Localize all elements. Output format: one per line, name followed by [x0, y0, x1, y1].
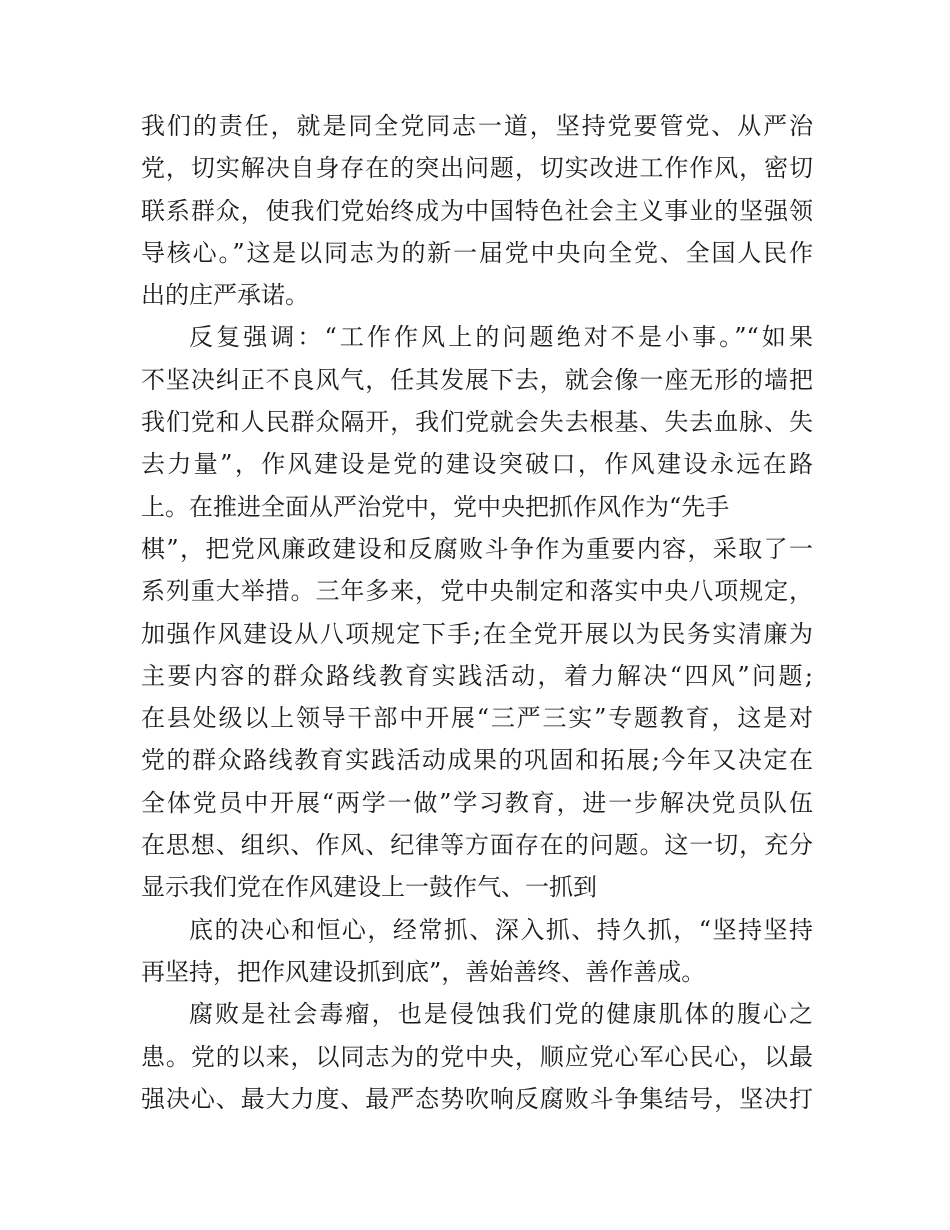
text-line: 在县处级以上领导干部中开展“三严三实”专题教育，这是对: [141, 704, 813, 733]
text-line: 出的庄严承诺。: [141, 281, 309, 310]
text-line: 我们党和人民群众隔开，我们党就会失去根基、失去血脉、失: [141, 408, 813, 437]
text-line: 上。在推进全面从严治党中，党中央把抓作风作为“先手: [141, 492, 730, 521]
text-line: 底的决心和恒心，经常抓、深入抓、持久抓，“坚持坚持: [189, 915, 813, 944]
text-line: 强决心、最大力度、最严态势吹响反腐败斗争集结号，坚决打: [141, 1084, 813, 1113]
text-line: 不坚决纠正不良风气，任其发展下去，就会像一座无形的墙把: [141, 365, 813, 394]
text-line: 党的群众路线教育实践活动成果的巩固和拓展;今年又决定在: [141, 746, 813, 775]
text-line: 去力量”，作风建设是党的建设突破口，作风建设永远在路: [141, 450, 813, 479]
text-line: 加强作风建设从八项规定下手;在全党开展以为民务实清廉为: [141, 619, 813, 648]
body-text: [141, 105, 813, 1120]
text-line: 再坚持，把作风建设抓到底”，善始善终、善作善成。: [141, 957, 706, 986]
text-line: 全体党员中开展“两学一做”学习教育，进一步解决党员队伍: [141, 788, 813, 817]
text-line: 显示我们党在作风建设上一鼓作气、一抓到: [141, 873, 597, 902]
text-line: 反复强调：“工作作风上的问题绝对不是小事。”“如果: [189, 323, 813, 352]
text-line: 党，切实解决自身存在的突出问题，切实改进工作作风，密切: [141, 154, 813, 183]
text-line: 腐败是社会毒瘤，也是侵蚀我们党的健康肌体的腹心之: [189, 1000, 813, 1029]
text-line: 联系群众，使我们党始终成为中国特色社会主义事业的坚强领: [141, 196, 813, 225]
text-line: 棋”，把党风廉政建设和反腐败斗争作为重要内容，采取了一: [141, 534, 813, 563]
text-line: 系列重大举措。三年多来，党中央制定和落实中央八项规定，: [141, 577, 813, 606]
text-line: 主要内容的群众路线教育实践活动，着力解决“四风”问题;: [141, 661, 813, 690]
text-line: 导核心。”这是以同志为的新一届党中央向全党、全国人民作: [141, 238, 813, 267]
text-line: 在思想、组织、作风、纪律等方面存在的问题。这一切，充分: [141, 831, 813, 860]
text-line: 我们的责任，就是同全党同志一道，坚持党要管党、从严治: [141, 112, 813, 140]
text-line: 患。党的以来，以同志为的党中央，顺应党心军心民心，以最: [141, 1042, 813, 1071]
